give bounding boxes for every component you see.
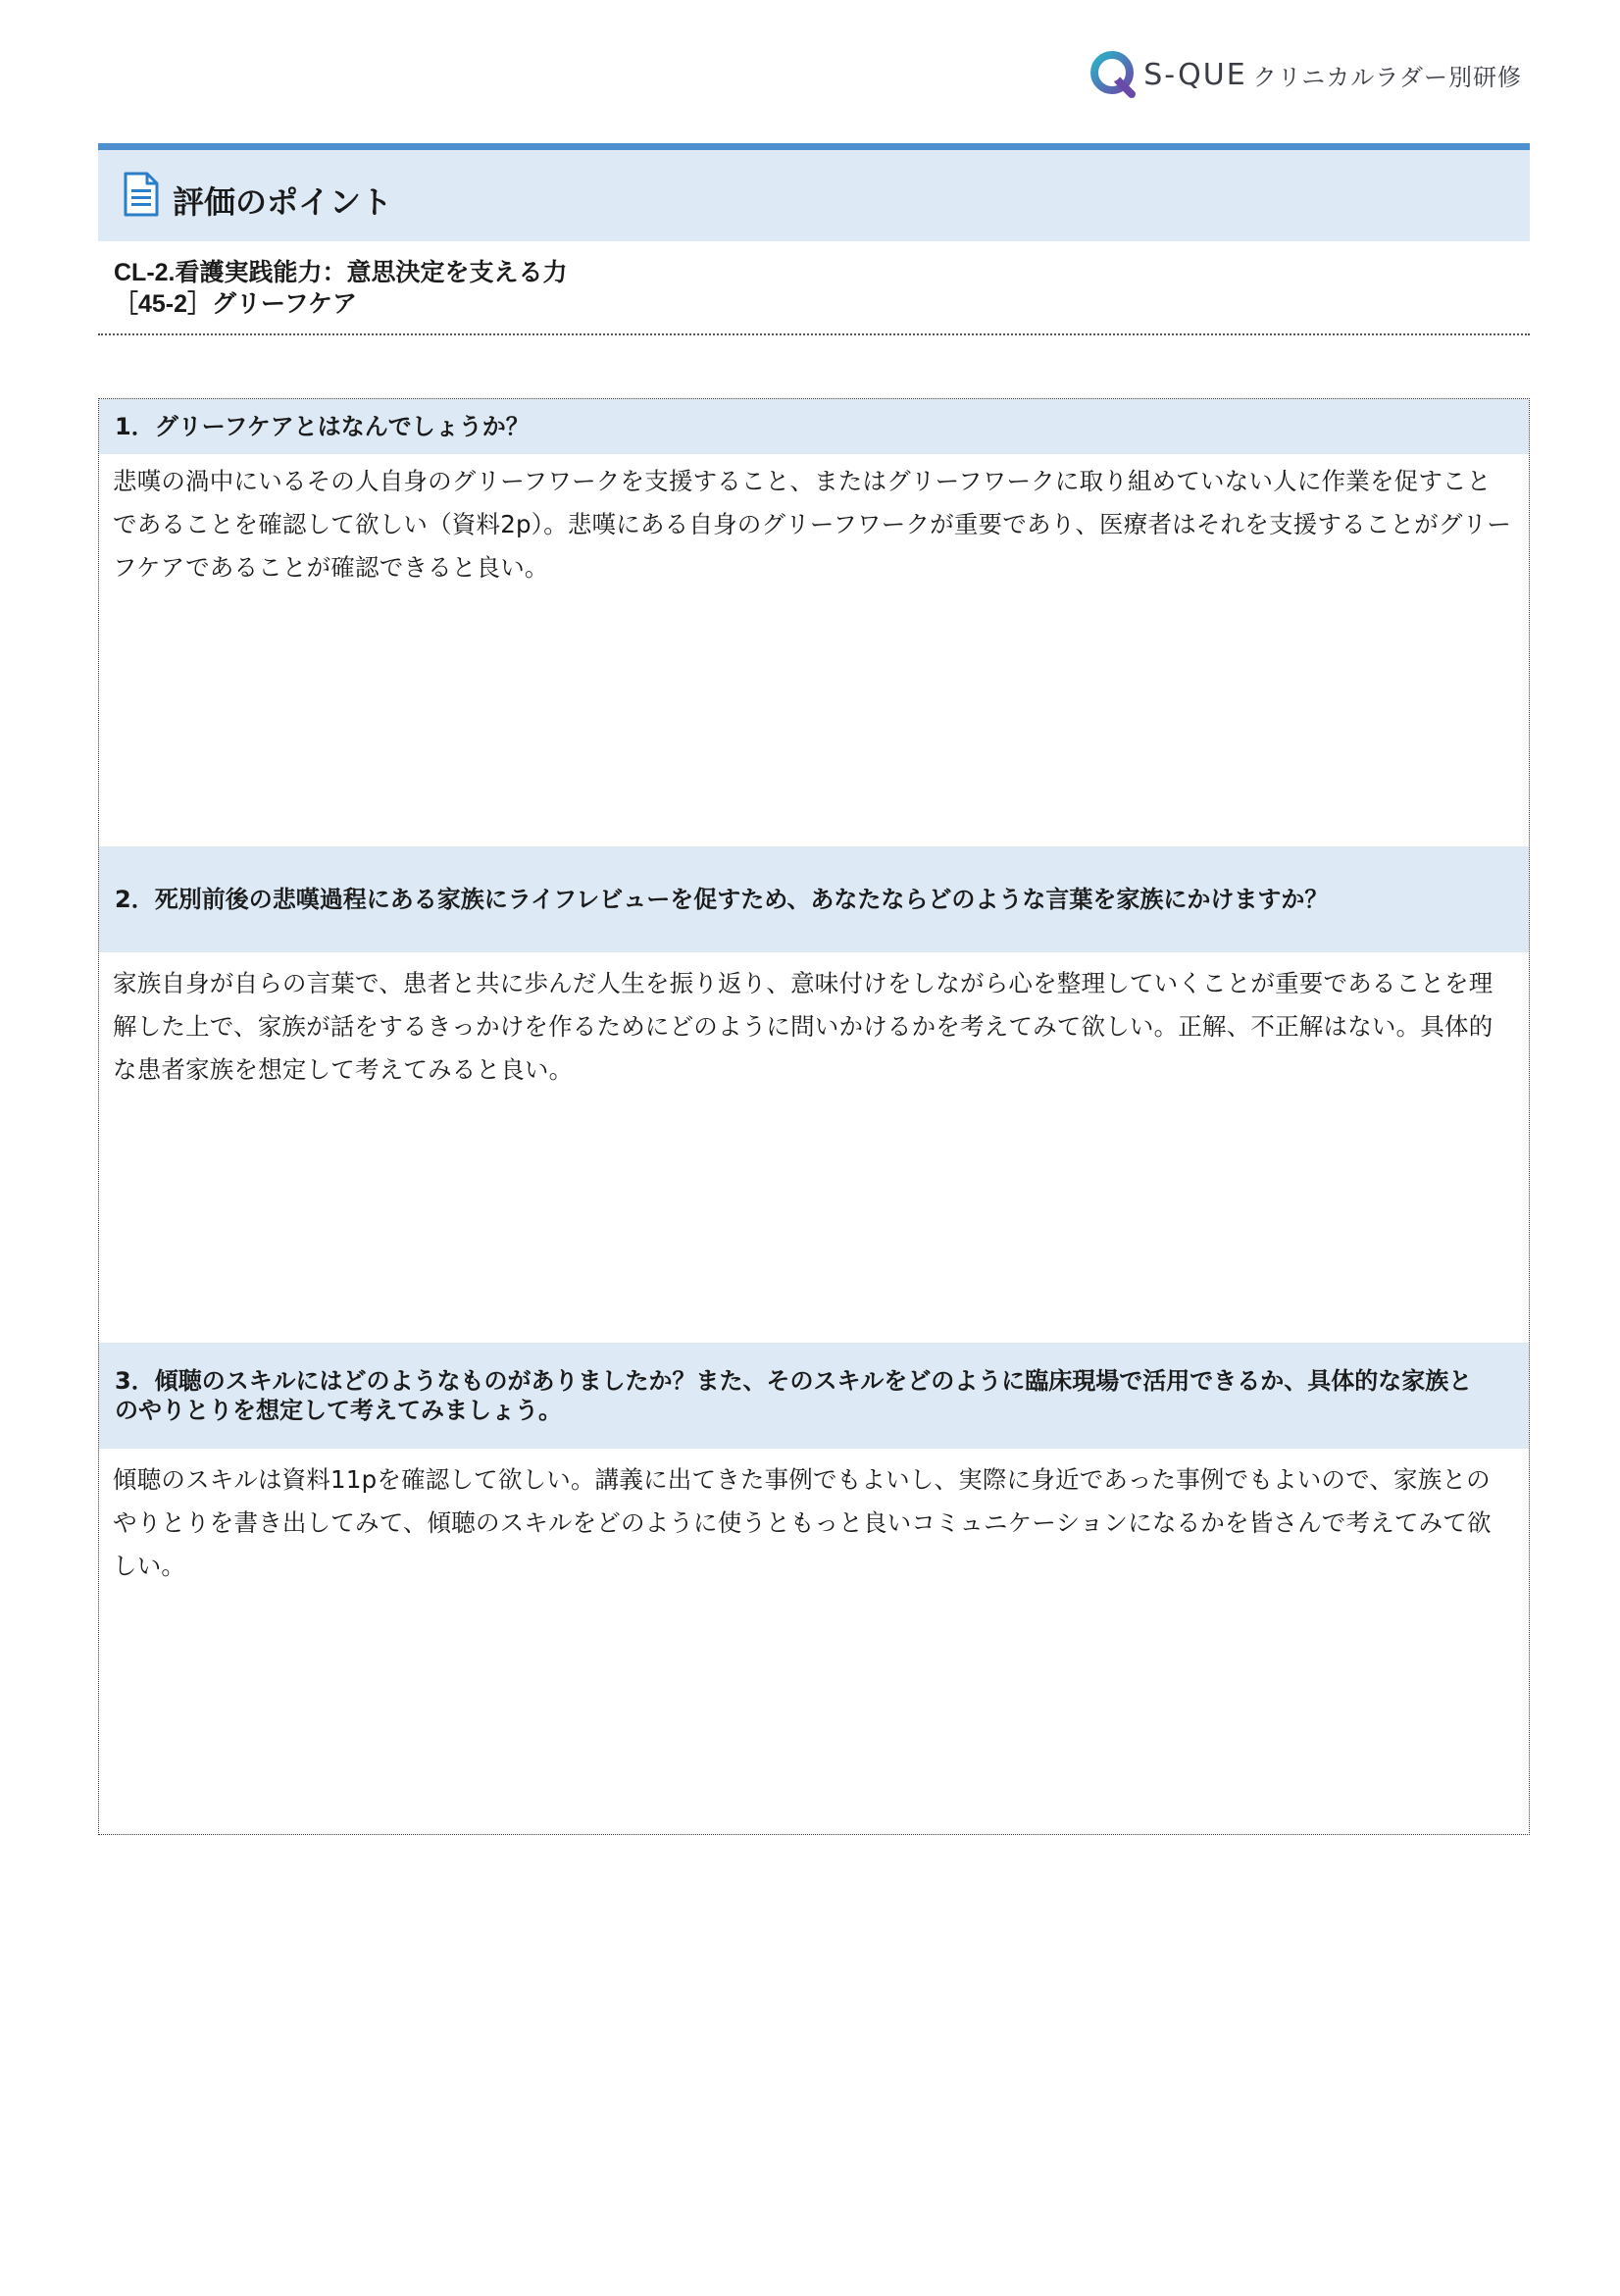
question-heading-text: 3．傾聴のスキルにはどのようなものがありましたか？また、そのスキルをどのように臨床現場で活用できるか、具体的な家族とのやりとりを想定して考えてみましょう。 xyxy=(115,1367,1473,1424)
brand-logo xyxy=(1088,45,1522,104)
question-heading xyxy=(99,399,1529,454)
document-icon xyxy=(124,172,159,217)
question-section-1 xyxy=(99,399,1529,589)
answer-text: 傾聴のスキルは資料11pを確認して欲しい。講義に出てきた事例でもよいし、実際に身近であった事例でもよいので、家族とのやりとりを書き出してみて、傾聴のスキルをどのように使うともっと良いコミュニケーションになるかを皆さんで考えてみて欲しい。 xyxy=(113,1465,1492,1580)
subtitle-block xyxy=(114,257,1526,320)
answer-text: 悲嘆の渦中にいるその人自身のグリーフワークを支援すること、またはグリーフワークに取り組めていない人に作業を促すことであることを確認して欲しい（資料2p）。悲嘆にある自身のグリーフワークが重要であり、医療者はそれを支援することがグリーフケアであることが確認できると良い。 xyxy=(113,467,1511,582)
lesson-title: ［45-2］グリーフケア xyxy=(114,290,358,318)
question-heading xyxy=(99,846,1529,952)
qa-box xyxy=(98,398,1530,1835)
question-heading-text: 2．死別前後の悲嘆過程にある家族にライフレビューを促すため、あなたならどのような言葉を家族にかけますか？ xyxy=(115,886,1329,913)
qsque-logo-icon xyxy=(1088,49,1139,100)
question-section-3 xyxy=(99,1343,1529,1588)
brand-name: S-QUE xyxy=(1143,57,1247,92)
brand-subtitle: クリニカルラダー別研修 xyxy=(1252,63,1522,91)
question-heading xyxy=(99,1343,1529,1449)
page-title: 評価のポイント xyxy=(173,182,393,221)
question-heading-text: 1．グリーフケアとはなんでしょうか？ xyxy=(115,413,530,440)
course-code-title: CL-2.看護実践能力：意思決定を支える力 xyxy=(114,259,568,286)
answer-text: 家族自身が自らの言葉で、患者と共に歩んだ人生を振り返り、意味付けをしながら心を整理していくことが重要であることを理解した上で、家族が話をするきっかけを作るためにどのように問いかけるかを考えてみて欲しい。正解、不正解はない。具体的な患者家族を想定して考えてみると良い。 xyxy=(113,969,1493,1084)
dotted-divider xyxy=(98,333,1530,335)
question-section-2 xyxy=(99,846,1529,1092)
title-band xyxy=(98,143,1530,241)
